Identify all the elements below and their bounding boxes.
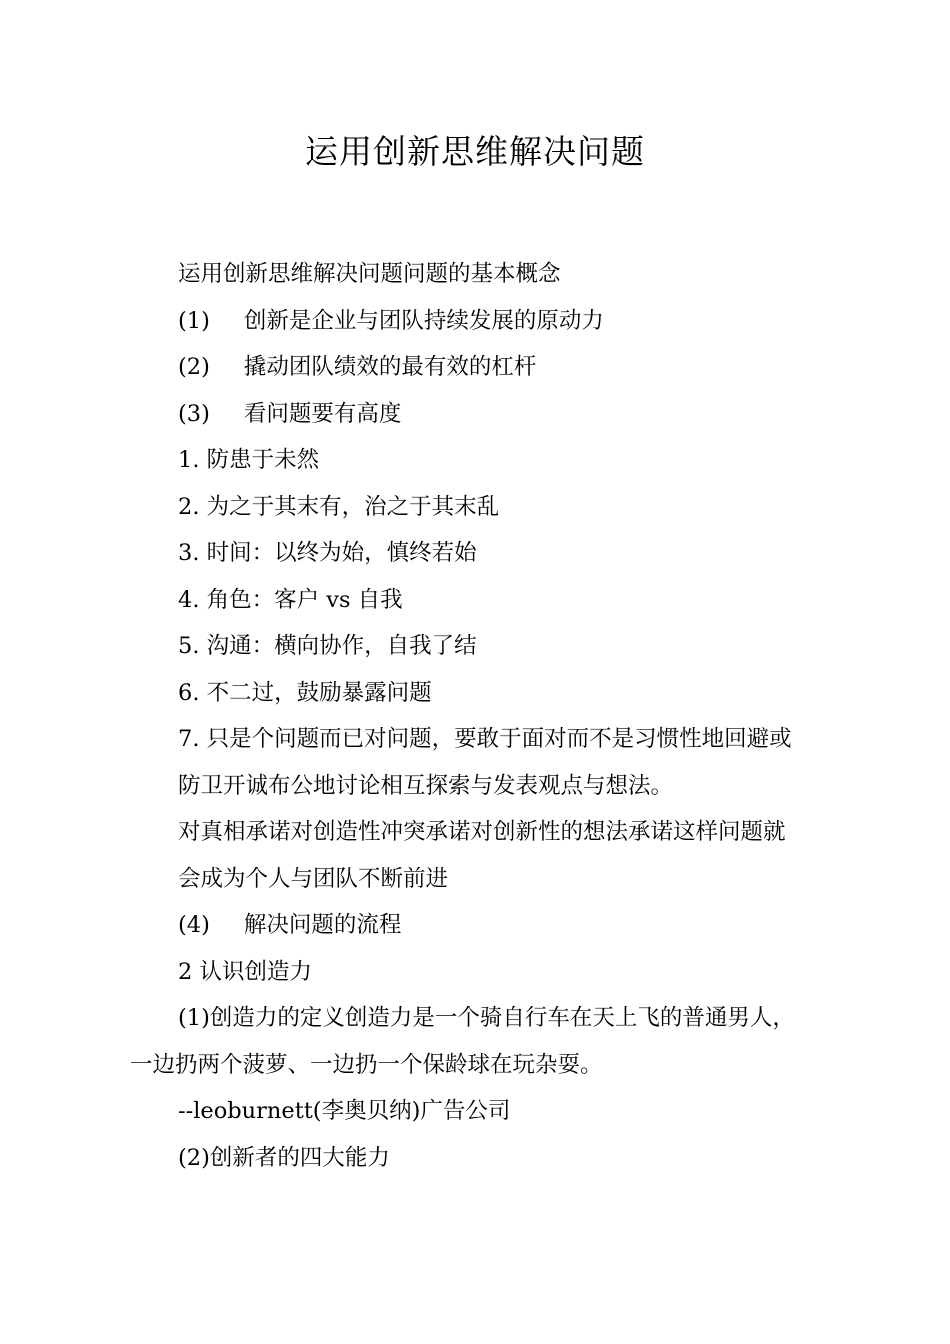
numbered-item	[0, 344, 950, 391]
numbered-item	[0, 902, 950, 949]
list-item: 7. 只是个问题而已对问题，要敢于面对而不是习惯性地回避或	[178, 726, 792, 752]
list-item: 4. 角色：客户 vs 自我	[178, 586, 403, 613]
list-item: 3. 时间：以终为始，慎终若始	[178, 540, 477, 566]
item-number: (2)	[178, 354, 210, 380]
paragraph-line: 防卫开诚布公地讨论相互探索与发表观点与想法。	[178, 772, 674, 799]
list-item: 2. 为之于其末有，治之于其末乱	[178, 493, 500, 520]
item-number: (4)	[178, 912, 210, 938]
document-title: 运用创新思维解决问题	[305, 132, 645, 171]
item-text: 看问题要有高度	[243, 400, 402, 427]
list-item: 1. 防患于未然	[178, 447, 320, 473]
section-heading: 2 认识创造力	[178, 958, 312, 985]
item-text: 解决问题的流程	[243, 912, 402, 938]
item-text: 创新是企业与团队持续发展的原动力	[243, 307, 604, 334]
paragraph-line: (2)创新者的四大能力	[178, 1144, 390, 1171]
item-text: 撬动团队绩效的最有效的杠杆	[243, 354, 537, 380]
numbered-item	[0, 298, 950, 345]
list-item: 6. 不二过，鼓励暴露问题	[178, 679, 432, 706]
attribution-line: --leoburnett(李奥贝纳)广告公司	[178, 1098, 511, 1124]
list-item: 5. 沟通：横向协作，自我了结	[178, 633, 477, 659]
paragraph-line: 运用创新思维解决问题问题的基本概念	[178, 261, 561, 287]
item-number: (1)	[178, 307, 210, 334]
document-body	[0, 251, 950, 1181]
numbered-item	[0, 391, 950, 438]
paragraph-line: 对真相承诺对创造性冲突承诺对创新性的想法承诺这样问题就	[178, 819, 786, 845]
paragraph-line: (1)创造力的定义创造力是一个骑自行车在天上飞的普通男人，	[178, 1005, 795, 1031]
paragraph-line: 一边扔两个菠萝、一边扔一个保龄球在玩杂耍。	[130, 1051, 603, 1078]
item-number: (3)	[178, 400, 210, 427]
paragraph-line: 会成为个人与团队不断前进	[178, 865, 449, 892]
